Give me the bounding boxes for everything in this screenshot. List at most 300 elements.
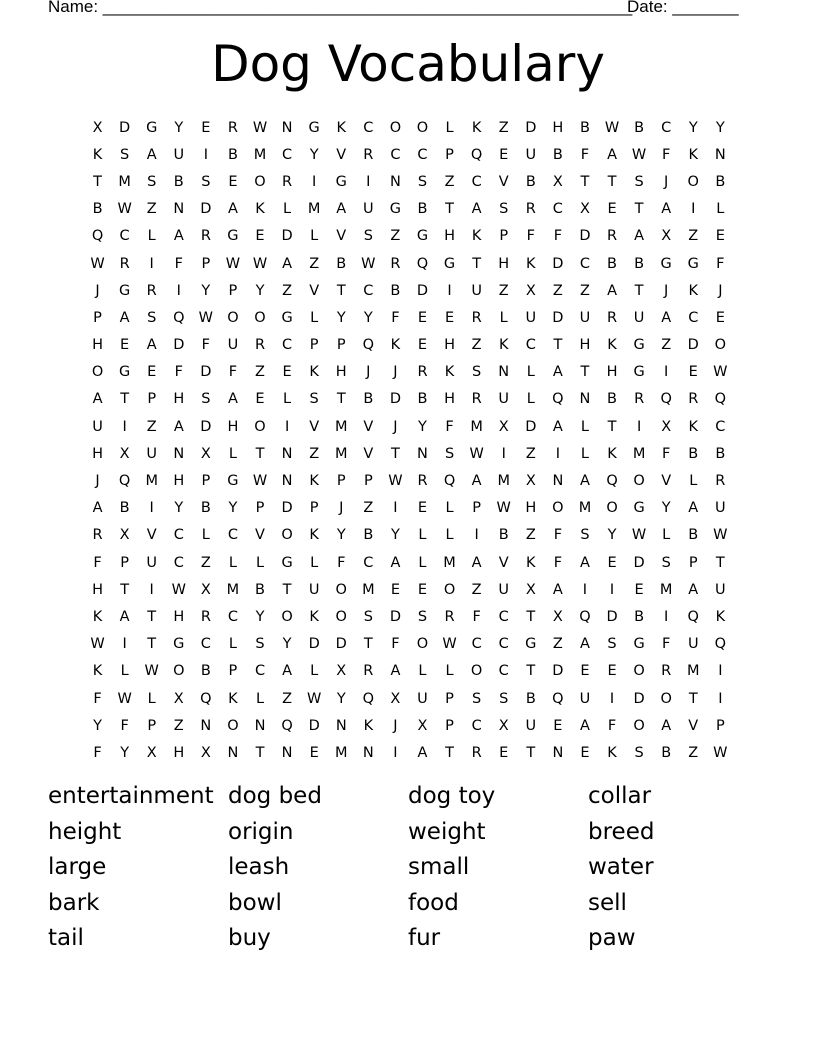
grid-letter: Q [118,473,131,490]
grid-letter: I [474,527,479,544]
grid-letter: O [660,690,672,707]
grid-letter: S [444,445,455,462]
grid-letter: X [173,690,184,707]
grid-letter: M [226,581,240,598]
grid-row [84,495,734,522]
grid-letter: U [498,581,510,598]
grid-letter: Q [362,690,375,707]
grid-letter: C [471,173,482,190]
word-list-item: sell [588,889,627,916]
grid-letter: N [173,201,185,218]
grid-letter: F [174,364,183,381]
grid-letter: I [609,581,615,598]
grid-letter: D [389,608,401,625]
grid-letter: D [633,554,645,571]
grid-letter: X [390,690,401,707]
word-list-item: bark [48,889,100,916]
grid-letter: E [228,173,238,190]
grid-letter: K [498,337,509,354]
grid-letter: V [146,527,157,544]
grid-row [84,250,734,277]
grid-letter: G [281,309,293,326]
grid-letter: T [336,282,346,299]
grid-letter: H [525,500,537,517]
grid-letter: L [201,527,210,544]
grid-letter: T [147,636,157,653]
grid-letter: F [580,146,590,163]
grid-letter: C [227,608,238,625]
grid-letter: W [496,500,511,517]
grid-letter: M [118,173,131,190]
grid-letter: T [445,744,454,761]
grid-letter: L [147,690,156,707]
grid-letter: D [200,364,212,381]
grid-letter: R [200,608,211,625]
grid-letter: Z [498,119,509,136]
grid-row [84,359,734,386]
grid-letter: L [445,500,454,517]
grid-letter: A [173,418,184,435]
grid-letter: L [526,391,535,408]
grid-letter: W [361,255,376,272]
grid-letter: Z [688,228,699,245]
grid-letter: E [580,744,590,761]
grid-letter: E [417,500,428,517]
grid-row [84,712,734,739]
grid-letter: K [471,228,482,245]
grid-letter: M [659,581,673,598]
word-list-item: paw [588,925,636,952]
grid-letter: S [417,173,428,190]
grid-letter: S [147,173,157,190]
grid-letter: L [310,663,319,680]
grid-letter: B [255,581,265,598]
grid-letter: T [472,255,482,272]
grid-letter: B [552,146,563,163]
grid-letter: E [607,663,617,680]
grid-letter: E [390,581,400,598]
grid-letter: M [334,418,348,435]
grid-letter: E [255,228,265,245]
grid-letter: W [713,364,728,381]
grid-letter: O [389,119,402,136]
grid-letter: T [526,663,536,680]
grid-letter: A [92,391,103,408]
grid-letter: B [417,201,428,218]
grid-letter: D [552,663,564,680]
grid-letter: X [417,717,428,734]
grid-letter: H [173,744,185,761]
grid-letter: G [525,636,537,653]
grid-letter: N [362,744,374,761]
grid-letter: O [281,527,293,544]
grid-letter: N [200,717,212,734]
grid-letter: I [203,146,208,163]
header-row [48,0,748,17]
grid-letter: K [688,418,699,435]
grid-letter: G [633,364,645,381]
grid-row [84,631,734,658]
grid-letter: L [418,663,427,680]
grid-letter: T [526,608,536,625]
grid-letter: T [634,201,644,218]
grid-letter: D [606,608,618,625]
grid-letter: Z [471,337,482,354]
grid-letter: N [335,717,347,734]
grid-letter: E [444,309,455,326]
grid-letter: U [173,146,185,163]
grid-letter: Q [470,146,483,163]
grid-letter: V [309,282,320,299]
grid-letter: L [283,391,292,408]
grid-letter: Z [444,173,455,190]
grid-letter: X [552,173,563,190]
word-list-item: tail [48,925,84,952]
grid-letter: A [471,554,482,571]
grid-row [84,685,734,712]
grid-letter: O [254,309,266,326]
grid-letter: S [634,173,644,190]
grid-letter: B [715,445,726,462]
grid-letter: I [312,173,317,190]
grid-letter: V [688,717,699,734]
grid-letter: M [334,744,348,761]
grid-letter: P [120,554,129,571]
grid-letter: W [306,690,322,707]
grid-letter: Q [579,608,591,625]
grid-letter: P [147,717,157,734]
grid-letter: F [662,636,671,653]
grid-letter: P [472,500,481,517]
grid-letter: I [664,608,669,625]
grid-letter: N [579,391,591,408]
grid-letter: J [393,717,398,734]
grid-letter: O [281,608,293,625]
grid-letter: G [308,119,320,136]
grid-letter: A [552,364,563,381]
grid-letter: D [308,717,320,734]
grid-letter: D [119,119,131,136]
grid-letter: S [255,636,265,653]
grid-letter: M [253,146,267,163]
grid-letter: D [525,119,537,136]
grid-letter: I [176,282,181,299]
word-list-item: food [408,889,459,916]
grid-letter: Y [390,527,400,544]
grid-letter: D [525,418,537,435]
grid-letter: U [579,690,591,707]
grid-letter: W [252,255,268,272]
grid-letter: Z [173,717,184,734]
grid-letter: K [363,717,374,734]
grid-letter: H [173,391,185,408]
grid-letter: Z [282,690,293,707]
grid-letter: V [363,445,374,462]
grid-letter: A [119,608,130,625]
grid-letter: B [688,445,699,462]
grid-letter: X [661,418,672,435]
grid-letter: H [335,364,347,381]
grid-letter: Y [228,500,238,517]
word-list [48,779,768,957]
word-list-item: entertainment [48,783,214,809]
grid-letter: A [579,554,590,571]
grid-letter: Q [660,391,672,408]
grid-letter: F [662,445,671,462]
grid-letter: U [227,337,239,354]
grid-letter: G [118,364,131,381]
grid-letter: N [417,445,428,462]
grid-letter: Z [552,636,563,653]
grid-letter: A [227,391,238,408]
grid-letter: V [336,146,347,163]
grid-letter: G [281,554,293,571]
grid-letter: V [336,228,347,245]
grid-letter: I [284,418,290,435]
grid-row [84,223,734,250]
grid-letter: Z [255,364,265,381]
grid-letter: T [526,744,536,761]
grid-letter: Q [362,337,375,354]
grid-letter: O [633,717,645,734]
grid-letter: D [200,201,212,218]
grid-letter: H [92,581,103,598]
grid-letter: O [470,663,483,680]
grid-letter: G [389,201,402,218]
grid-letter: H [579,337,591,354]
grid-letter: A [390,663,401,680]
grid-letter: Z [309,255,320,272]
grid-letter: C [498,608,509,625]
grid-letter: O [227,309,239,326]
grid-row [84,739,734,766]
grid-letter: I [609,690,615,707]
grid-letter: L [228,554,237,571]
grid-letter: N [254,717,266,734]
grid-letter: T [120,581,130,598]
grid-letter: W [631,146,647,163]
grid-letter: O [633,663,645,680]
grid-letter: W [469,445,484,462]
grid-row [84,440,734,467]
grid-letter: O [254,418,266,435]
grid-letter: P [255,500,265,517]
grid-letter: M [362,581,375,598]
grid-letter: S [120,146,130,163]
grid-letter: X [200,744,211,761]
grid-letter: R [282,173,293,190]
grid-row [84,658,734,685]
grid-letter: R [688,391,699,408]
grid-letter: C [471,636,482,653]
grid-letter: S [201,173,211,190]
grid-letter: R [200,228,211,245]
grid-letter: D [281,500,293,517]
grid-letter: F [391,309,400,326]
grid-letter: Q [714,636,727,653]
grid-letter: L [580,418,589,435]
grid-letter: T [445,201,454,218]
grid-letter: E [715,309,725,326]
grid-letter: G [633,636,645,653]
grid-letter: D [416,282,429,299]
grid-letter: P [93,309,102,326]
word-list-item: buy [228,925,271,952]
grid-letter: S [201,391,211,408]
grid-letter: A [471,201,482,218]
word-list-item: water [588,854,654,881]
grid-letter: M [470,418,483,435]
grid-letter: C [227,527,238,544]
grid-letter: I [691,201,696,218]
grid-letter: T [553,337,563,354]
grid-letter: B [200,663,211,680]
grid-letter: G [416,228,429,245]
grid-letter: O [687,173,699,190]
grid-letter: A [552,418,563,435]
grid-letter: Z [309,445,320,462]
grid-letter: D [552,309,564,326]
word-list-item: origin [228,818,294,845]
grid-letter: Z [146,418,157,435]
grid-letter: A [282,255,293,272]
grid-letter: A [579,717,590,734]
grid-letter: F [174,255,183,272]
grid-row [84,168,734,195]
grid-letter: N [173,445,185,462]
word-list-item: large [48,854,107,881]
grid-letter: G [633,337,645,354]
grid-letter: U [525,309,537,326]
grid-letter: S [607,636,617,653]
grid-letter: Z [525,527,536,544]
grid-row [84,467,734,494]
grid-letter: G [687,255,699,272]
grid-letter: U [471,282,482,299]
grid-letter: I [664,364,669,381]
grid-letter: L [228,445,237,462]
grid-letter: C [282,337,293,354]
grid-letter: K [471,119,482,136]
grid-letter: E [417,581,428,598]
grid-letter: W [713,527,728,544]
grid-letter: U [687,636,699,653]
grid-letter: H [498,255,510,272]
word-list-item: fur [408,925,441,952]
grid-letter: A [688,500,699,517]
grid-letter: L [310,554,319,571]
grid-letter: R [661,663,672,680]
grid-letter: P [201,473,211,490]
grid-letter: T [580,173,590,190]
grid-letter: W [225,255,241,272]
page-title: Dog Vocabulary [211,35,605,93]
grid-letter: N [714,146,726,163]
grid-letter: R [146,282,157,299]
grid-letter: F [93,554,102,571]
grid-letter: I [555,445,560,462]
word-list-item: bowl [228,889,282,916]
grid-letter: R [471,391,482,408]
grid-letter: U [525,717,537,734]
grid-letter: S [580,527,590,544]
grid-letter: X [498,717,509,734]
grid-letter: T [255,744,265,761]
grid-letter: Z [282,282,293,299]
grid-letter: X [200,581,211,598]
grid-letter: Y [255,282,265,299]
grid-letter: I [501,445,506,462]
grid-letter: S [472,690,482,707]
grid-letter: Y [688,119,698,136]
grid-letter: E [147,364,157,381]
grid-letter: F [201,337,211,354]
grid-row [84,114,734,141]
grid-letter: W [604,119,620,136]
grid-letter: C [688,309,699,326]
grid-letter: E [417,337,428,354]
grid-row [84,196,734,223]
grid-letter: Z [661,337,672,354]
grid-letter: I [636,418,642,435]
grid-letter: K [309,608,319,625]
grid-letter: W [198,309,214,326]
grid-letter: F [120,717,129,734]
grid-letter: Y [174,119,184,136]
grid-row [84,304,734,331]
grid-letter: O [173,663,185,680]
grid-letter: B [688,527,699,544]
grid-letter: Q [714,391,727,408]
grid-letter: F [526,228,535,245]
grid-letter: A [579,636,590,653]
grid-letter: Y [255,608,265,625]
grid-letter: D [335,636,347,653]
grid-letter: X [336,663,347,680]
grid-letter: C [390,146,401,163]
grid-letter: N [227,744,239,761]
grid-letter: T [607,173,617,190]
grid-letter: A [607,282,617,299]
grid-letter: A [688,581,699,598]
grid-letter: P [228,282,238,299]
grid-letter: C [552,201,563,218]
grid-letter: Q [687,608,699,625]
grid-letter: R [363,146,374,163]
grid-letter: F [391,636,400,653]
grid-letter: M [632,445,646,462]
grid-letter: D [552,255,564,272]
grid-letter: T [255,445,265,462]
grid-letter: L [499,309,508,326]
grid-letter: U [633,309,645,326]
grid-letter: O [714,337,727,354]
grid-letter: R [417,364,428,381]
grid-letter: O [606,500,618,517]
grid-letter: Z [200,554,211,571]
grid-letter: P [147,391,157,408]
grid-letter: T [607,418,617,435]
grid-letter: K [309,473,319,490]
grid-letter: L [147,228,156,245]
grid-letter: S [147,309,157,326]
grid-letter: Y [120,744,130,761]
grid-letter: F [472,608,481,625]
grid-letter: J [664,282,669,299]
grid-letter: B [634,608,645,625]
grid-letter: F [716,255,725,272]
grid-letter: B [363,527,374,544]
